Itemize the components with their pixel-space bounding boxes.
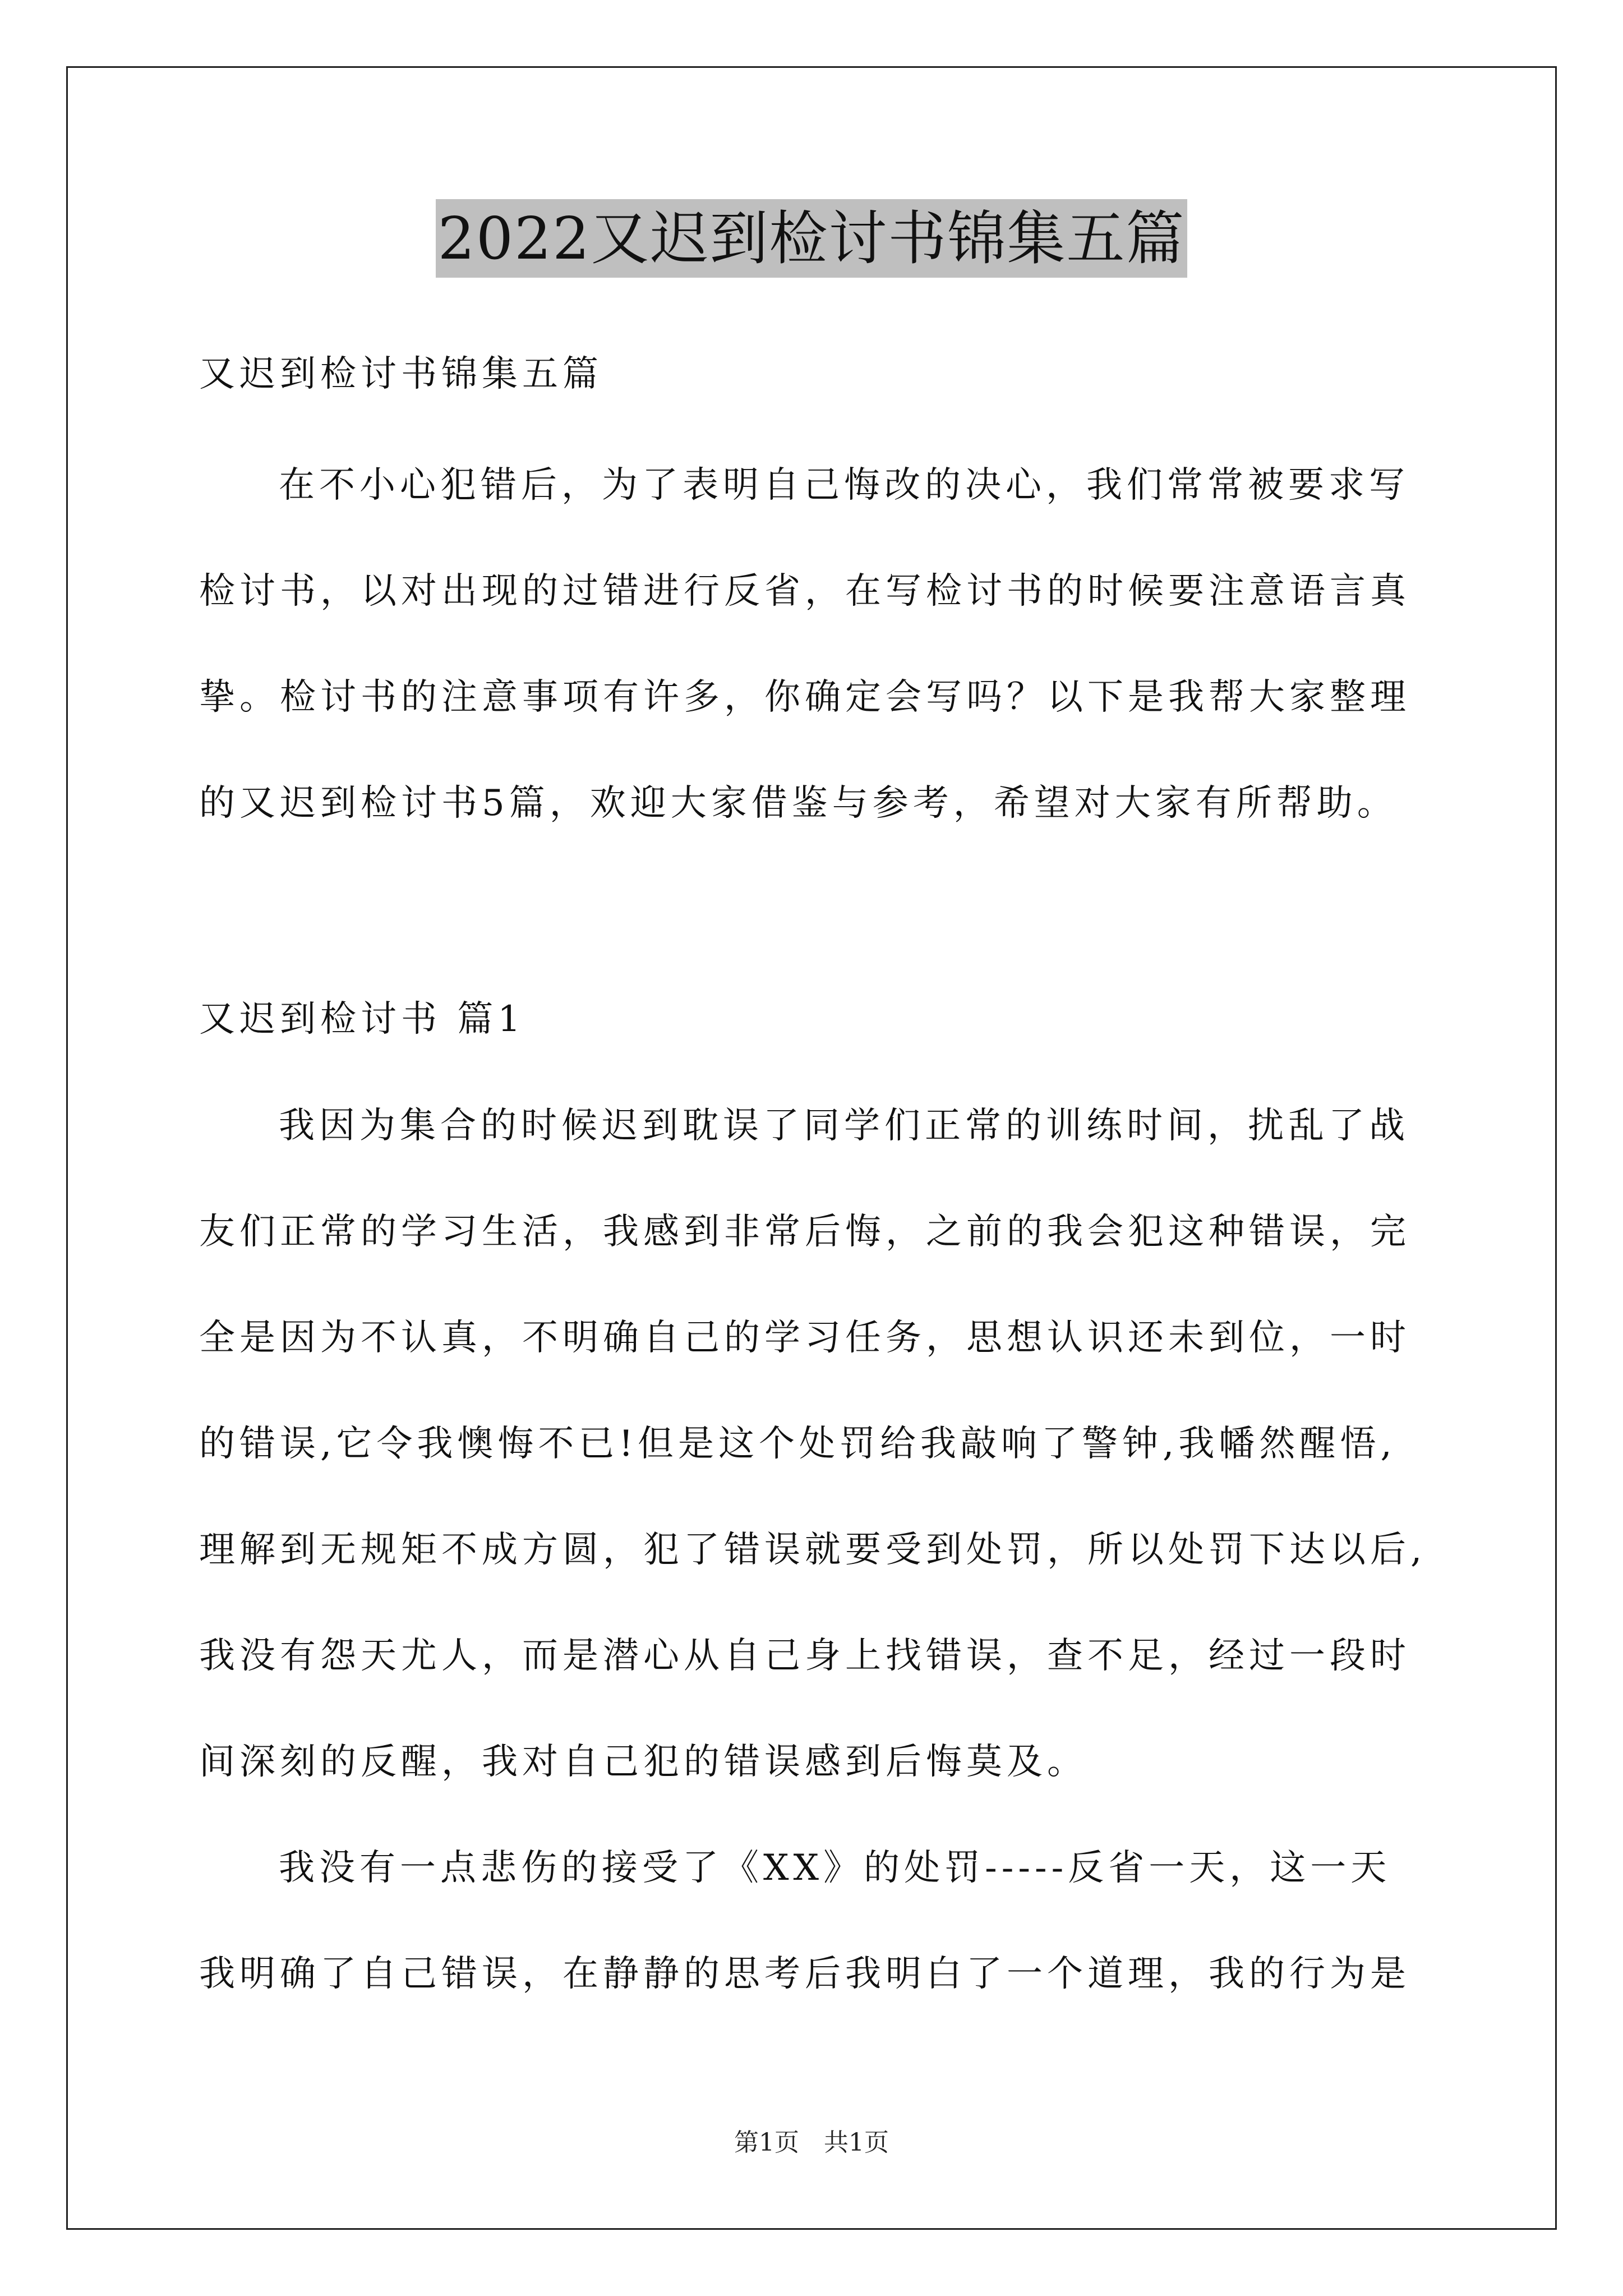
- document-title: 2022又迟到检讨书锦集五篇: [436, 199, 1188, 278]
- title-container: [0, 199, 1623, 278]
- paragraph-line: 间深刻的反醒，我对自己犯的错误感到后悔莫及。: [199, 1741, 1087, 1783]
- paragraph-line: 理解到无规矩不成方圆，犯了错误就要受到处罚，所以处罚下达以后,: [199, 1529, 1427, 1571]
- paragraph-line: 我没有怨天尤人，而是潜心从自己身上找错误，查不足，经过一段时: [199, 1635, 1410, 1677]
- document-subtitle: 又迟到检讨书锦集五篇: [199, 353, 603, 395]
- paragraph-line: 我因为集合的时候迟到耽误了同学们正常的训练时间，扰乱了战: [279, 1105, 1409, 1147]
- section-heading: 又迟到检讨书 篇1: [199, 999, 525, 1040]
- paragraph-line: 的错误,它令我懊悔不已!但是这个处罚给我敲响了警钟,我幡然醒悟,: [199, 1423, 1396, 1465]
- paragraph-line: 在不小心犯错后，为了表明自己悔改的决心，我们常常被要求写: [279, 464, 1409, 506]
- paragraph-line: 友们正常的学习生活，我感到非常后悔，之前的我会犯这种错误，完: [199, 1211, 1410, 1253]
- paragraph-line: 我明确了自己错误，在静静的思考后我明白了一个道理，我的行为是: [199, 1953, 1410, 1995]
- paragraph-line: 挚。检讨书的注意事项有许多，你确定会写吗？以下是我帮大家整理: [199, 677, 1410, 718]
- paragraph-line: 全是因为不认真，不明确自己的学习任务，思想认识还未到位，一时: [199, 1317, 1410, 1359]
- paragraph-line: 的又迟到检讨书5篇，欢迎大家借鉴与参考，希望对大家有所帮助。: [199, 783, 1398, 824]
- paragraph-line: 我没有一点悲伤的接受了《XX》的处罚-----反省一天，这一天: [279, 1847, 1391, 1889]
- paragraph-line: 检讨书，以对出现的过错进行反省，在写检讨书的时候要注意语言真: [199, 570, 1410, 612]
- page-footer: 第1页 共1页: [734, 2128, 889, 2157]
